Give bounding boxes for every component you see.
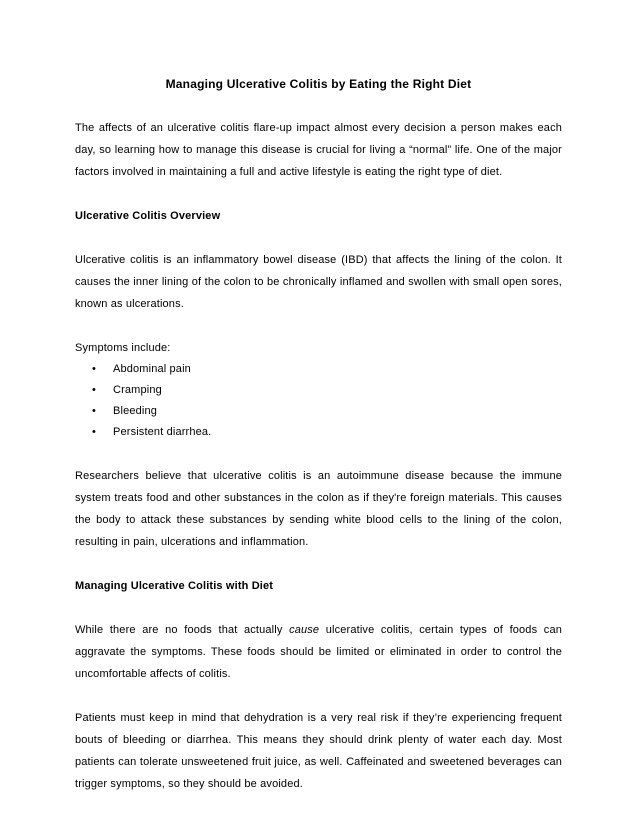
diet-paragraph-1-end: ulcerative colitis, certain types of foods can aggravate the symptoms. These foods should be limited or eliminated in order to control the uncomfortable affects of colitis. bbox=[75, 624, 562, 680]
document-body bbox=[75, 73, 562, 795]
symptom-label: Abdominal pain bbox=[113, 363, 191, 375]
diet-paragraph-1 bbox=[75, 619, 562, 685]
bullet-icon: • bbox=[92, 363, 97, 375]
list-item bbox=[75, 380, 562, 401]
diet-paragraph-2: Patients must keep in mind that dehydration is a very real risk if they’re experiencing frequent bouts of bleeding or diarrhea. This means they should drink plenty of water each day. Most patients can tolerate unsweetened fruit juice, as well. Caffeinated and sweetened beverages can trigger symptoms, so they should be avoided. bbox=[75, 712, 562, 790]
intro-paragraph: The affects of an ulcerative colitis flare-up impact almost every decision a person makes each day, so learning how to manage this disease is crucial for living a “normal” life. One of the major factors involved in maintaining a full and active lifestyle is eating the right type of diet. bbox=[75, 122, 562, 178]
overview-heading: Ulcerative Colitis Overview bbox=[75, 210, 221, 222]
symptom-label: Cramping bbox=[113, 384, 162, 396]
bullet-icon: • bbox=[92, 384, 97, 396]
bullet-icon: • bbox=[92, 405, 97, 417]
research-paragraph: Researchers believe that ulcerative colitis is an autoimmune disease because the immune system treats food and other substances in the colon as if they're foreign materials. This causes the body to attack these substances by sending white blood cells to the lining of the colon, resulting in pain, ulcerations and inflammation. bbox=[75, 470, 562, 548]
symptoms-list bbox=[75, 359, 562, 443]
diet-paragraph-1-emphasis: cause bbox=[289, 624, 320, 636]
symptoms-intro: Symptoms include: bbox=[75, 342, 171, 354]
symptom-label: Persistent diarrhea. bbox=[113, 426, 212, 438]
diet-heading: Managing Ulcerative Colitis with Diet bbox=[75, 580, 274, 592]
overview-paragraph: Ulcerative colitis is an inflammatory bowel disease (IBD) that affects the lining of the colon. It causes the inner lining of the colon to be chronically inflamed and swollen with small open sores, known as ulcerations. bbox=[75, 254, 562, 310]
list-item bbox=[75, 359, 562, 380]
diet-paragraph-1-start: While there are no foods that actually bbox=[75, 624, 290, 636]
list-item bbox=[75, 401, 562, 422]
bullet-icon: • bbox=[92, 426, 97, 438]
list-item bbox=[75, 422, 562, 443]
document-title: Managing Ulcerative Colitis by Eating the Right Diet bbox=[165, 77, 472, 91]
symptom-label: Bleeding bbox=[113, 405, 158, 417]
